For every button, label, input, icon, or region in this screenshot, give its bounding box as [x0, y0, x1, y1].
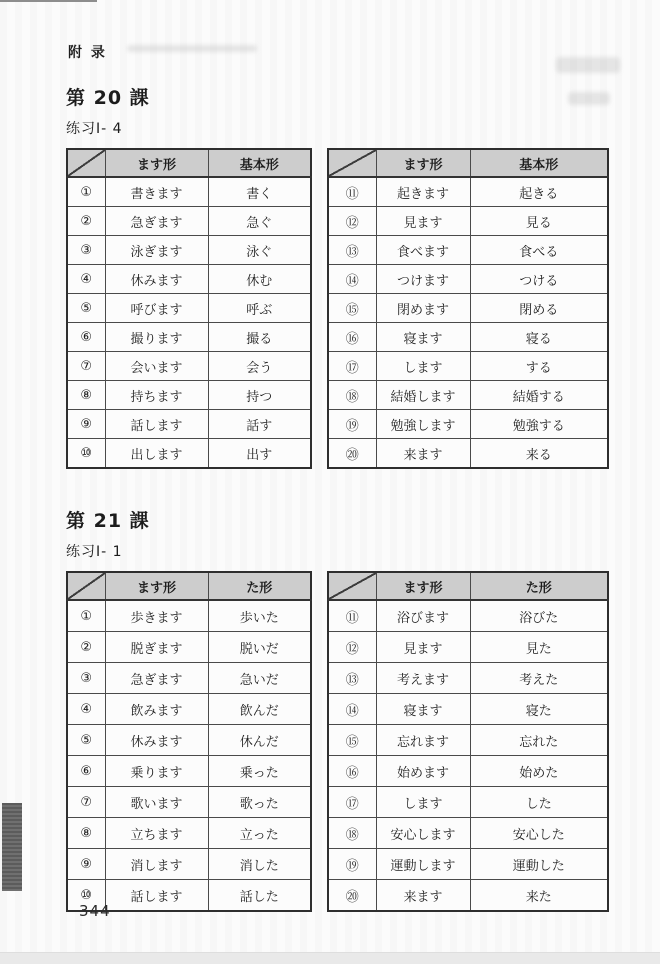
conjugated-form-cell: 立った — [208, 818, 311, 849]
masu-form-cell: 出します — [105, 439, 208, 469]
exercise-label: 练习Ⅰ- 4 — [66, 121, 123, 137]
conjugated-form-cell: つける — [470, 265, 608, 294]
ta-form-header: た形 — [470, 572, 608, 600]
masu-form-cell: 来ます — [376, 880, 470, 912]
row-number: ⑯ — [328, 756, 376, 787]
conjugated-form-cell: 休む — [208, 265, 311, 294]
masu-form-cell: 飲みます — [105, 694, 208, 725]
table-row — [328, 352, 608, 381]
table-row — [67, 600, 311, 632]
masu-form-cell: 書きます — [105, 177, 208, 207]
masu-form-cell: 立ちます — [105, 818, 208, 849]
masu-form-cell: 持ちます — [105, 381, 208, 410]
page-edge-index-tab — [2, 803, 22, 891]
conjugated-form-cell: 寝る — [470, 323, 608, 352]
masu-form-cell: します — [376, 787, 470, 818]
row-number: ⑮ — [328, 725, 376, 756]
masu-form-header: ます形 — [105, 572, 208, 600]
masu-form-cell: 見ます — [376, 207, 470, 236]
table-row — [67, 352, 311, 381]
row-number: ⑱ — [328, 381, 376, 410]
masu-form-cell: 寝ます — [376, 694, 470, 725]
conjugated-form-cell: 持つ — [208, 381, 311, 410]
row-number: ⑭ — [328, 694, 376, 725]
conjugated-form-cell: した — [470, 787, 608, 818]
scan-artifact-top-line — [0, 0, 97, 2]
masu-form-cell: 寝ます — [376, 323, 470, 352]
masu-form-cell: 見ます — [376, 632, 470, 663]
row-number: ⑧ — [67, 381, 105, 410]
row-number: ⑮ — [328, 294, 376, 323]
row-number: ⑥ — [67, 756, 105, 787]
table-row — [328, 725, 608, 756]
lesson-title: 第 20 課 — [66, 87, 150, 109]
conjugation-table-left — [66, 148, 312, 469]
masu-form-cell: 歩きます — [105, 600, 208, 632]
conjugation-table-left — [66, 571, 312, 912]
row-number: ⑦ — [67, 787, 105, 818]
page-content — [66, 42, 618, 912]
masu-form-cell: 話します — [105, 880, 208, 912]
masu-form-header: ます形 — [376, 149, 470, 177]
row-number: ⑤ — [67, 294, 105, 323]
masu-form-cell: つけます — [376, 265, 470, 294]
row-number: ⑬ — [328, 663, 376, 694]
conjugated-form-cell: 休んだ — [208, 725, 311, 756]
table-row — [328, 818, 608, 849]
masu-form-cell: 結婚します — [376, 381, 470, 410]
masu-form-cell: 乗ります — [105, 756, 208, 787]
masu-form-cell: 歌います — [105, 787, 208, 818]
conjugated-form-cell: 撮る — [208, 323, 311, 352]
conjugated-form-cell: 食べる — [470, 236, 608, 265]
scan-artifact-bottom-edge — [0, 952, 660, 964]
row-number: ② — [67, 207, 105, 236]
conjugated-form-cell: 急いだ — [208, 663, 311, 694]
masu-form-cell: 急ぎます — [105, 663, 208, 694]
row-number: ⑪ — [328, 177, 376, 207]
masu-form-cell: 始めます — [376, 756, 470, 787]
conjugated-form-cell: 見た — [470, 632, 608, 663]
table-row — [67, 663, 311, 694]
conjugated-form-cell: 勉強する — [470, 410, 608, 439]
table-row — [328, 323, 608, 352]
row-number: ① — [67, 600, 105, 632]
lesson-20-section — [66, 83, 618, 469]
conjugated-form-cell: 話す — [208, 410, 311, 439]
masu-form-header: ます形 — [105, 149, 208, 177]
table-row — [328, 600, 608, 632]
conjugated-form-cell: 呼ぶ — [208, 294, 311, 323]
table-row — [67, 849, 311, 880]
conjugated-form-cell: 話した — [208, 880, 311, 912]
table-row — [67, 725, 311, 756]
conjugated-form-cell: 起きる — [470, 177, 608, 207]
table-row — [328, 381, 608, 410]
row-number: ③ — [67, 663, 105, 694]
masu-form-cell: します — [376, 352, 470, 381]
diagonal-header-cell — [67, 149, 105, 177]
masu-form-cell: 休みます — [105, 725, 208, 756]
conjugated-form-cell: 忘れた — [470, 725, 608, 756]
row-number: ⑨ — [67, 410, 105, 439]
row-number: ⑦ — [67, 352, 105, 381]
row-number: ⑩ — [67, 439, 105, 469]
conjugated-form-cell: 結婚する — [470, 381, 608, 410]
diagonal-header-cell — [328, 572, 376, 600]
conjugation-tables — [66, 148, 618, 469]
table-row — [328, 756, 608, 787]
table-row — [67, 694, 311, 725]
table-row — [328, 410, 608, 439]
conjugated-form-cell: 始めた — [470, 756, 608, 787]
masu-form-cell: 来ます — [376, 439, 470, 469]
table-row — [328, 663, 608, 694]
conjugated-form-cell: 乗った — [208, 756, 311, 787]
table-row — [328, 880, 608, 912]
header-row — [328, 149, 608, 177]
conjugated-form-cell: 消した — [208, 849, 311, 880]
conjugated-form-cell: 考えた — [470, 663, 608, 694]
masu-form-cell: 泳ぎます — [105, 236, 208, 265]
masu-form-cell: 会います — [105, 352, 208, 381]
conjugated-form-cell: 飲んだ — [208, 694, 311, 725]
row-number: ⑯ — [328, 323, 376, 352]
masu-form-cell: 忘れます — [376, 725, 470, 756]
conjugated-form-cell: 閉める — [470, 294, 608, 323]
table-row — [328, 236, 608, 265]
table-row — [67, 381, 311, 410]
conjugated-form-cell: 泳ぐ — [208, 236, 311, 265]
table-row — [328, 294, 608, 323]
row-number: ⑭ — [328, 265, 376, 294]
conjugated-form-cell: 出す — [208, 439, 311, 469]
masu-form-cell: 閉めます — [376, 294, 470, 323]
conjugated-form-cell: 寝た — [470, 694, 608, 725]
conjugation-table-right — [327, 148, 609, 469]
conjugated-form-cell: する — [470, 352, 608, 381]
masu-form-cell: 安心します — [376, 818, 470, 849]
diagonal-header-cell — [328, 149, 376, 177]
masu-form-cell: 食べます — [376, 236, 470, 265]
conjugated-form-cell: 書く — [208, 177, 311, 207]
table-row — [328, 694, 608, 725]
row-number: ⑫ — [328, 207, 376, 236]
masu-form-cell: 起きます — [376, 177, 470, 207]
row-number: ⑲ — [328, 849, 376, 880]
row-number: ③ — [67, 236, 105, 265]
base-form-header: 基本形 — [208, 149, 311, 177]
masu-form-cell: 運動します — [376, 849, 470, 880]
masu-form-cell: 呼びます — [105, 294, 208, 323]
lesson-title: 第 21 課 — [66, 510, 150, 532]
table-row — [67, 756, 311, 787]
conjugated-form-cell: 安心した — [470, 818, 608, 849]
row-number: ⑳ — [328, 880, 376, 912]
row-number: ⑰ — [328, 787, 376, 818]
page-number: 344 — [79, 902, 111, 920]
row-number: ④ — [67, 694, 105, 725]
table-row — [328, 632, 608, 663]
diagonal-header-cell — [67, 572, 105, 600]
row-number: ⑰ — [328, 352, 376, 381]
table-row — [67, 632, 311, 663]
conjugated-form-cell: 歩いた — [208, 600, 311, 632]
masu-form-cell: 脱ぎます — [105, 632, 208, 663]
table-row — [328, 265, 608, 294]
table-row — [67, 410, 311, 439]
table-row — [328, 207, 608, 236]
row-number: ⑲ — [328, 410, 376, 439]
table-row — [67, 818, 311, 849]
row-number: ② — [67, 632, 105, 663]
masu-form-cell: 考えます — [376, 663, 470, 694]
base-form-header: 基本形 — [470, 149, 608, 177]
header-row — [67, 572, 311, 600]
ta-form-header: た形 — [208, 572, 311, 600]
table-row — [328, 177, 608, 207]
table-row — [67, 265, 311, 294]
header-row — [67, 149, 311, 177]
table-row — [67, 177, 311, 207]
table-row — [67, 323, 311, 352]
conjugated-form-cell: 浴びた — [470, 600, 608, 632]
row-number: ④ — [67, 265, 105, 294]
conjugation-table-right — [327, 571, 609, 912]
table-row — [328, 849, 608, 880]
header-row — [328, 572, 608, 600]
conjugated-form-cell: 来る — [470, 439, 608, 469]
table-row — [67, 787, 311, 818]
table-row — [67, 439, 311, 469]
conjugation-tables — [66, 571, 618, 912]
masu-form-cell: 浴びます — [376, 600, 470, 632]
conjugated-form-cell: 運動した — [470, 849, 608, 880]
conjugated-form-cell: 会う — [208, 352, 311, 381]
table-row — [67, 236, 311, 265]
masu-form-cell: 急ぎます — [105, 207, 208, 236]
table-row — [328, 439, 608, 469]
masu-form-cell: 撮ります — [105, 323, 208, 352]
masu-form-header: ます形 — [376, 572, 470, 600]
row-number: ⑨ — [67, 849, 105, 880]
masu-form-cell: 消します — [105, 849, 208, 880]
row-number: ⑩ — [67, 880, 105, 912]
table-row — [67, 294, 311, 323]
table-row — [67, 207, 311, 236]
row-number: ⑱ — [328, 818, 376, 849]
row-number: ⑥ — [67, 323, 105, 352]
row-number: ⑬ — [328, 236, 376, 265]
conjugated-form-cell: 来た — [470, 880, 608, 912]
row-number: ⑤ — [67, 725, 105, 756]
exercise-label: 练习Ⅰ- 1 — [66, 544, 123, 560]
row-number: ⑪ — [328, 600, 376, 632]
conjugated-form-cell: 歌った — [208, 787, 311, 818]
masu-form-cell: 話します — [105, 410, 208, 439]
appendix-label: 附 录 — [68, 45, 107, 61]
conjugated-form-cell: 脱いだ — [208, 632, 311, 663]
row-number: ① — [67, 177, 105, 207]
row-number: ⑫ — [328, 632, 376, 663]
row-number: ⑳ — [328, 439, 376, 469]
masu-form-cell: 休みます — [105, 265, 208, 294]
row-number: ⑧ — [67, 818, 105, 849]
lesson-21-section — [66, 506, 618, 912]
masu-form-cell: 勉強します — [376, 410, 470, 439]
conjugated-form-cell: 見る — [470, 207, 608, 236]
conjugated-form-cell: 急ぐ — [208, 207, 311, 236]
table-row — [328, 787, 608, 818]
